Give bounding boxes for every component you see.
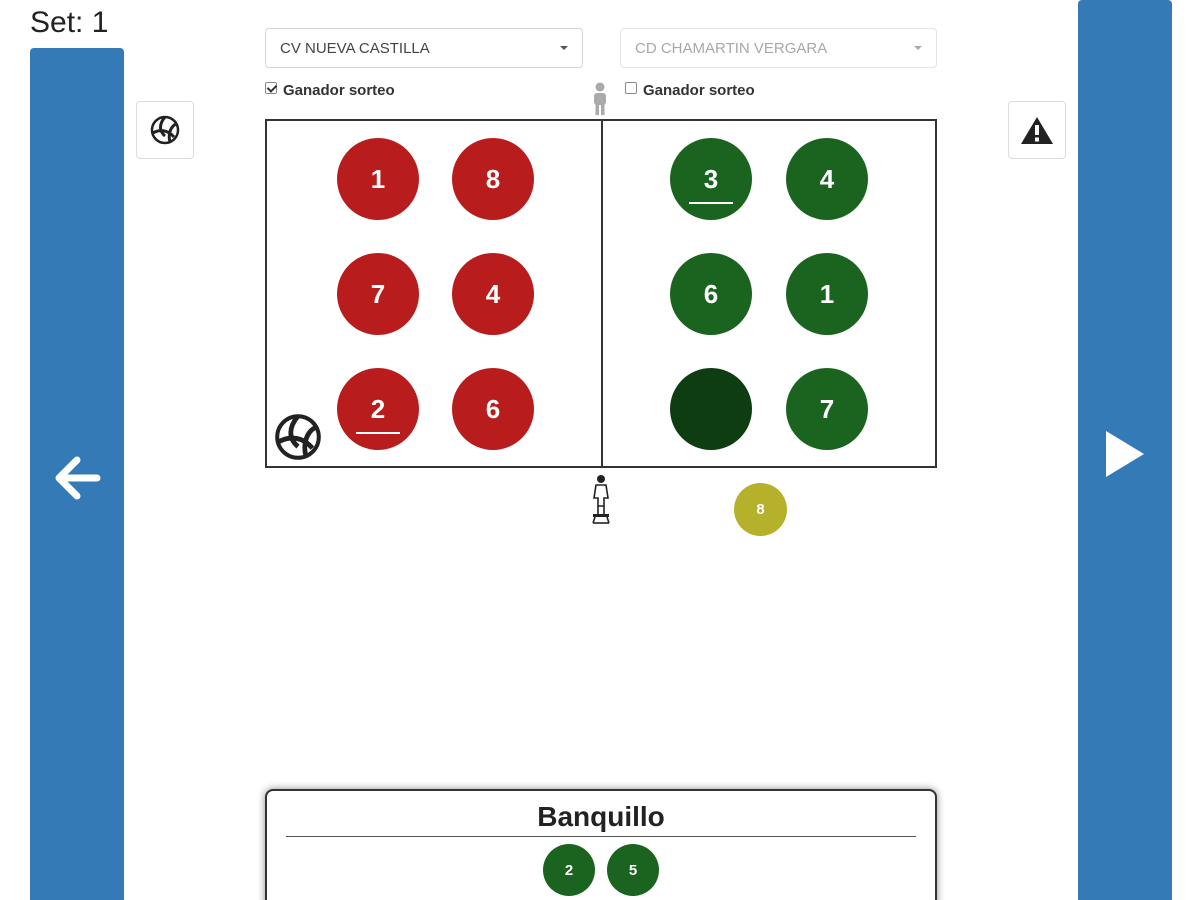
home-court-player[interactable] xyxy=(337,368,419,450)
player-number: 6 xyxy=(703,278,719,309)
chevron-down-icon xyxy=(914,46,922,50)
home-toss-winner xyxy=(265,82,395,99)
ball-button[interactable] xyxy=(136,101,194,159)
away-team-select[interactable] xyxy=(620,28,937,68)
warning-button[interactable] xyxy=(1008,101,1066,159)
chevron-down-icon xyxy=(560,46,568,50)
player-number: 8 xyxy=(485,163,501,194)
player-number: 7 xyxy=(819,393,835,424)
player-number: 4 xyxy=(819,163,835,194)
previous-button[interactable] xyxy=(30,48,124,900)
away-court-player[interactable] xyxy=(670,368,752,450)
home-toss-label: Ganador sorteo xyxy=(283,82,395,99)
arrow-left-icon xyxy=(53,456,101,500)
home-court-player[interactable] xyxy=(337,253,419,335)
set-label: Set: 1 xyxy=(30,6,109,39)
player-number: 7 xyxy=(370,278,386,309)
court xyxy=(265,119,937,468)
away-toss-label: Ganador sorteo xyxy=(643,82,755,99)
bench-player-number: 2 xyxy=(564,861,574,879)
play-icon xyxy=(1102,428,1148,480)
away-court-player[interactable] xyxy=(670,253,752,335)
home-court-player[interactable] xyxy=(337,138,419,220)
bench-player[interactable] xyxy=(607,844,659,896)
first-referee-icon xyxy=(588,474,614,524)
libero-number: 8 xyxy=(756,501,765,518)
second-referee-icon xyxy=(590,82,610,116)
away-toss-checkbox[interactable] xyxy=(625,82,637,94)
away-court-player[interactable] xyxy=(786,138,868,220)
player-number: 6 xyxy=(485,393,501,424)
player-number: 4 xyxy=(485,278,501,309)
player-number: 3 xyxy=(703,163,719,194)
away-team-name: CD CHAMARTIN VERGARA xyxy=(635,39,828,57)
player-number: 1 xyxy=(819,278,835,309)
away-toss-winner xyxy=(625,82,755,99)
bench-panel xyxy=(265,789,937,900)
volleyball-icon xyxy=(150,115,180,145)
bench-player-number: 5 xyxy=(628,861,638,879)
warning-icon xyxy=(1020,115,1054,145)
away-court-player[interactable] xyxy=(786,368,868,450)
away-court-player[interactable] xyxy=(670,138,752,220)
home-team-name: CV NUEVA CASTILLA xyxy=(280,39,430,57)
bench-divider xyxy=(286,836,916,837)
bench-title: Banquillo xyxy=(537,801,665,832)
home-court-player[interactable] xyxy=(452,253,534,335)
home-team-select[interactable] xyxy=(265,28,583,68)
next-button[interactable] xyxy=(1078,0,1172,900)
home-court-player[interactable] xyxy=(452,368,534,450)
net-line xyxy=(601,121,603,466)
serving-ball-icon xyxy=(274,413,322,461)
home-toss-checkbox[interactable] xyxy=(265,82,277,94)
bench-player[interactable] xyxy=(543,844,595,896)
player-number: 2 xyxy=(370,393,386,424)
away-court-player[interactable] xyxy=(786,253,868,335)
libero-player[interactable] xyxy=(734,483,787,536)
player-number: 1 xyxy=(370,163,386,194)
home-court-player[interactable] xyxy=(452,138,534,220)
